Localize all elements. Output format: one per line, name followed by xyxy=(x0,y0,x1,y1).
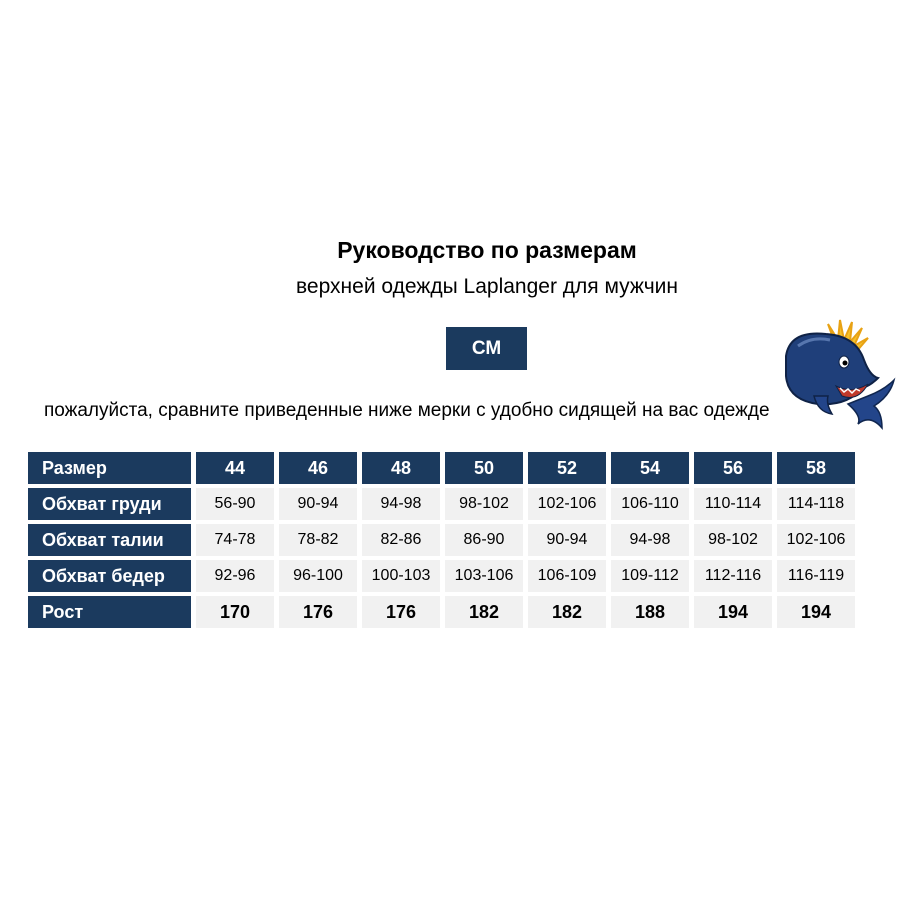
size-table xyxy=(23,448,860,632)
table-cell: 106-109 xyxy=(528,560,606,592)
table-cell: 92-96 xyxy=(196,560,274,592)
table-cell: 94-98 xyxy=(611,524,689,556)
table-cell: 74-78 xyxy=(196,524,274,556)
table-row-height xyxy=(28,596,855,628)
page-subtitle: верхней одежды Laplanger для мужчин xyxy=(296,275,678,298)
comparison-note: пожалуйста, сравните приведенные ниже мерки с удобно сидящей на вас одежде xyxy=(44,400,770,421)
table-cell: 112-116 xyxy=(694,560,772,592)
table-cell: 102-106 xyxy=(777,524,855,556)
table-row-chest xyxy=(28,488,855,520)
table-cell: 194 xyxy=(777,596,855,628)
table-cell: 194 xyxy=(694,596,772,628)
table-cell: 182 xyxy=(528,596,606,628)
table-cell: 109-112 xyxy=(611,560,689,592)
table-cell: 98-102 xyxy=(694,524,772,556)
size-header: 48 xyxy=(362,452,440,484)
table-cell: 103-106 xyxy=(445,560,523,592)
table-cell: 78-82 xyxy=(279,524,357,556)
size-header: 50 xyxy=(445,452,523,484)
size-header: 54 xyxy=(611,452,689,484)
table-cell: 96-100 xyxy=(279,560,357,592)
size-header: 46 xyxy=(279,452,357,484)
size-header: 44 xyxy=(196,452,274,484)
row-label-chest: Обхват груди xyxy=(28,488,191,520)
table-cell: 90-94 xyxy=(279,488,357,520)
table-cell: 106-110 xyxy=(611,488,689,520)
table-header-row xyxy=(28,452,855,484)
size-header: 52 xyxy=(528,452,606,484)
unit-badge: СМ xyxy=(446,327,527,370)
table-cell: 94-98 xyxy=(362,488,440,520)
table-cell: 188 xyxy=(611,596,689,628)
table-cell: 114-118 xyxy=(777,488,855,520)
table-cell: 86-90 xyxy=(445,524,523,556)
row-label-waist: Обхват талии xyxy=(28,524,191,556)
table-cell: 182 xyxy=(445,596,523,628)
table-cell: 176 xyxy=(279,596,357,628)
table-cell: 110-114 xyxy=(694,488,772,520)
table-cell: 100-103 xyxy=(362,560,440,592)
table-cell: 170 xyxy=(196,596,274,628)
row-label-hips: Обхват бедер xyxy=(28,560,191,592)
table-cell: 102-106 xyxy=(528,488,606,520)
row-label-height: Рост xyxy=(28,596,191,628)
table-cell: 176 xyxy=(362,596,440,628)
page-title: Руководство по размерам xyxy=(337,237,637,263)
table-row-waist xyxy=(28,524,855,556)
size-header: 58 xyxy=(777,452,855,484)
table-cell: 90-94 xyxy=(528,524,606,556)
table-cell: 56-90 xyxy=(196,488,274,520)
size-label: Размер xyxy=(28,452,191,484)
table-cell: 98-102 xyxy=(445,488,523,520)
table-cell: 82-86 xyxy=(362,524,440,556)
size-header: 56 xyxy=(694,452,772,484)
table-row-hips xyxy=(28,560,855,592)
table-cell: 116-119 xyxy=(777,560,855,592)
